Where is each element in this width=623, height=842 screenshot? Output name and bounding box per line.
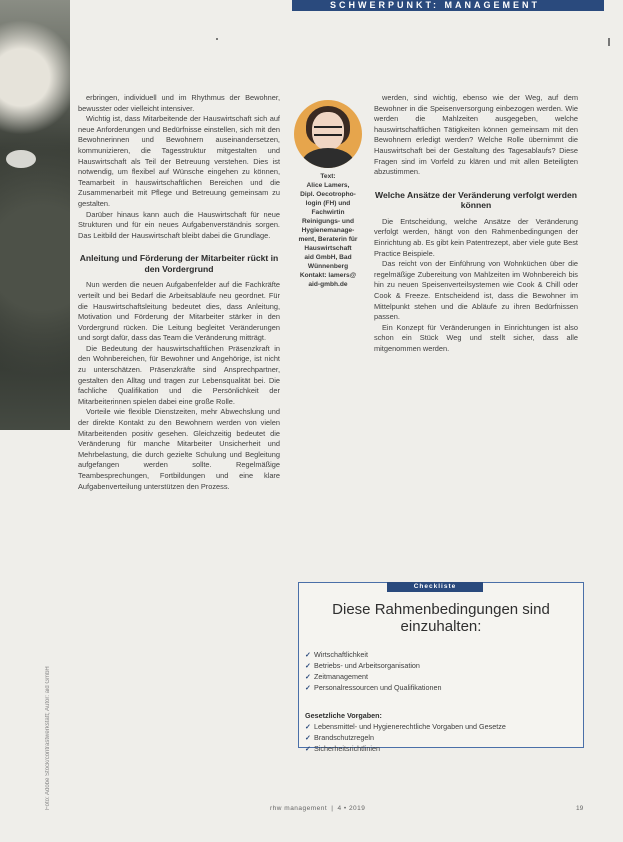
author-line: aid-gmbh.de bbox=[308, 281, 348, 288]
issue-number: 4 • 2019 bbox=[337, 805, 366, 812]
author-line: Hauswirtschaft bbox=[304, 245, 352, 252]
list-item bbox=[305, 671, 575, 682]
list-item bbox=[305, 743, 575, 754]
list-item-label: Personalressourcen und Qualifikationen bbox=[314, 683, 442, 692]
check-icon: ✓ bbox=[305, 683, 312, 692]
check-icon: ✓ bbox=[305, 722, 312, 731]
author-line: ment, Beraterin für bbox=[298, 236, 358, 243]
list-item-label: Brandschutzregeln bbox=[314, 733, 374, 742]
header-photo bbox=[0, 0, 70, 430]
list-item bbox=[305, 682, 575, 693]
paragraph: Nun werden die neuen Aufgabenfelder auf die Fachkräfte verteilt und bei Bedarf die Arbeitsabläufe neu geordnet. Für die Hauswirtschaftsleitung bedeutet dies, dass Anleitung, Motivation und Förderung der Mitarbeiter stärker in den Vordergrund rücken. Die Leitung begleitet Veränderungen und sorgt dafür, dass das Team die Veränderung mitträgt. bbox=[78, 280, 280, 343]
section-header: SCHWERPUNKT: MANAGEMENT bbox=[292, 0, 604, 11]
check-icon: ✓ bbox=[305, 672, 312, 681]
page-mark bbox=[608, 38, 610, 46]
magazine-name: rhw management bbox=[270, 805, 328, 812]
check-icon: ✓ bbox=[305, 733, 312, 742]
photo-credit: Foto: Adobe Stock/contrastwerkstatt; Autor: aid GmbH bbox=[45, 666, 51, 810]
checklist-title: Diese Rahmenbedingungen sind einzuhalten: bbox=[332, 601, 550, 635]
check-icon: ✓ bbox=[305, 661, 312, 670]
section-heading: Anleitung und Förderung der Mitarbeiter rückt in den Vordergrund bbox=[79, 253, 279, 274]
paragraph: Das reicht von der Einführung von Wohnküchen über die regelmäßige Zubereitung von Mahlzeiten im Wohnbereich bis hin zu neuen Speisenverteilsystemen wie Cook & Chill oder Cook & Freeze. Entscheidend ist, dass die Bewohner im Mittelpunkt stehen und die Abläufe zu ihren Bedürfnissen passen. bbox=[374, 259, 578, 322]
author-line: Alice Lamers, bbox=[306, 182, 350, 189]
list-item-label: Betriebs- und Arbeitsorganisation bbox=[314, 661, 420, 670]
author-line: Hygienemanage- bbox=[301, 227, 355, 234]
section-heading: Welche Ansätze der Veränderung verfolgt werden können bbox=[374, 189, 577, 211]
list-item-label: Sicherheitsrichtlinien bbox=[314, 744, 380, 753]
check-icon: ✓ bbox=[305, 744, 312, 753]
author-avatar bbox=[294, 100, 362, 168]
check-icon: ✓ bbox=[305, 650, 312, 659]
author-box bbox=[286, 172, 370, 289]
checklist-subheading: Gesetzliche Vorgaben: bbox=[305, 711, 382, 720]
page-footer: rhw management | 4 • 2019 bbox=[270, 805, 366, 812]
author-line: Reinigungs- und bbox=[301, 218, 354, 225]
list-item bbox=[305, 721, 575, 732]
paragraph: Die Entscheidung, welche Ansätze der Veränderung verfolgt werden, hängt von den Rahmenbedingungen der Einrichtung ab. Es gibt kein Patentrezept, aber viele gute Best Practice Beispiele. bbox=[374, 216, 578, 258]
column-right bbox=[374, 93, 578, 354]
column-left bbox=[78, 93, 280, 492]
author-line: Fachwirtin bbox=[311, 209, 345, 216]
author-line: Wünnenberg bbox=[307, 263, 349, 270]
paragraph: Darüber hinaus kann auch die Hauswirtschaft für neue Strukturen und für ein neues Aufgabenverständnis sorgen. Das Leitbild der Hauswirtschaft bleibt dabei die Grundlage. bbox=[78, 209, 280, 240]
author-line: login (FH) und bbox=[305, 200, 351, 207]
list-item bbox=[305, 660, 575, 671]
list-item-label: Lebensmittel- und Hygienerechtliche Vorgaben und Gesetze bbox=[314, 722, 506, 731]
list-item bbox=[305, 732, 575, 743]
list-item-label: Wirtschaftlichkeit bbox=[314, 650, 368, 659]
author-line: Dipl. Oecotropho- bbox=[300, 191, 356, 198]
author-line: Kontakt: lamers@ bbox=[299, 272, 357, 279]
dot-mark bbox=[216, 38, 218, 40]
paragraph: Die Bedeutung der hauswirtschaftlichen Präsenzkraft in den Wohnbereichen, für Bewohner und Angehörige, ist nicht zu unterschätzen. Präsenzkräfte sind Ansprechpartner, gestalten den Alltag und tragen zur Lebensqualität bei. Die fachliche Qualifikation und die Persönlichkeit der Mitarbeiterinnen spielen dabei eine große Rolle. bbox=[78, 343, 280, 406]
list-item bbox=[305, 649, 575, 660]
author-line: aid GmbH, Bad bbox=[304, 254, 352, 261]
paragraph: erbringen, individuell und im Rhythmus der Bewohner, bewusster oder vielleicht intensiver. bbox=[78, 93, 280, 113]
paragraph: Vorteile wie flexible Dienstzeiten, mehr Abwechslung und der direkte Kontakt zu den Bewohnern werden von vielen Mitarbeitenden positiv gesehen. Gleichzeitig bedeutet die Veränderung für manche Mitarbeiter Unsicherheit und Mehrbelastung, die durch gezielte Schulung und Begleitung aufgefangen werden sollte. Regelmäßige Teambesprechungen, Fortbildungen und eine klare Aufgabenverteilung unterstützen den Prozess. bbox=[78, 407, 280, 491]
checklist-box bbox=[298, 582, 584, 753]
author-line: Text: bbox=[320, 173, 336, 180]
page-number: 19 bbox=[576, 805, 584, 812]
paragraph: Wichtig ist, dass Mitarbeitende der Hauswirtschaft sich auf neue Anforderungen und Bedürfnisse einstellen, sich mit den Bewohnerinnen und Bewohnern auseinandersetzen, kommunizieren, die Tagesstruktur mitgestalten und Hauswirtschaft als Teil der Betreuung verstehen. Dies ist notwendig, um flexibel auf Wünsche eingehen zu können, Teamarbeit in hauswirtschaftlichen Bereichen und die Zusammenarbeit mit Pflege und Betreuung gemeinsam zu gestalten. bbox=[78, 114, 280, 208]
paragraph: Ein Konzept für Veränderungen in Einrichtungen ist also schon ein Stück Weg und stellt sicher, dass alle mitgenommen werden. bbox=[374, 322, 578, 353]
checklist-list bbox=[305, 649, 575, 693]
checklist-tag: Checkliste bbox=[387, 582, 483, 592]
paragraph: werden, sind wichtig, ebenso wie der Weg, auf dem Bewohner in die Speisenversorgung einbezogen werden. Wie werden die Mahlzeiten ausgegeben, welche hauswirtschaftlichen Tätigkeiten können gemeinsam mit den Bewohnern erledigt werden? Welche Rolle übernimmt die Hauswirtschaft bei der Gestaltung des Tagesablaufs? Diese Fragen sind im Vorfeld zu klären und mit allen Beteiligten abzustimmen. bbox=[374, 93, 578, 177]
list-item-label: Zeitmanagement bbox=[314, 672, 368, 681]
checklist-legal-list bbox=[305, 721, 575, 754]
